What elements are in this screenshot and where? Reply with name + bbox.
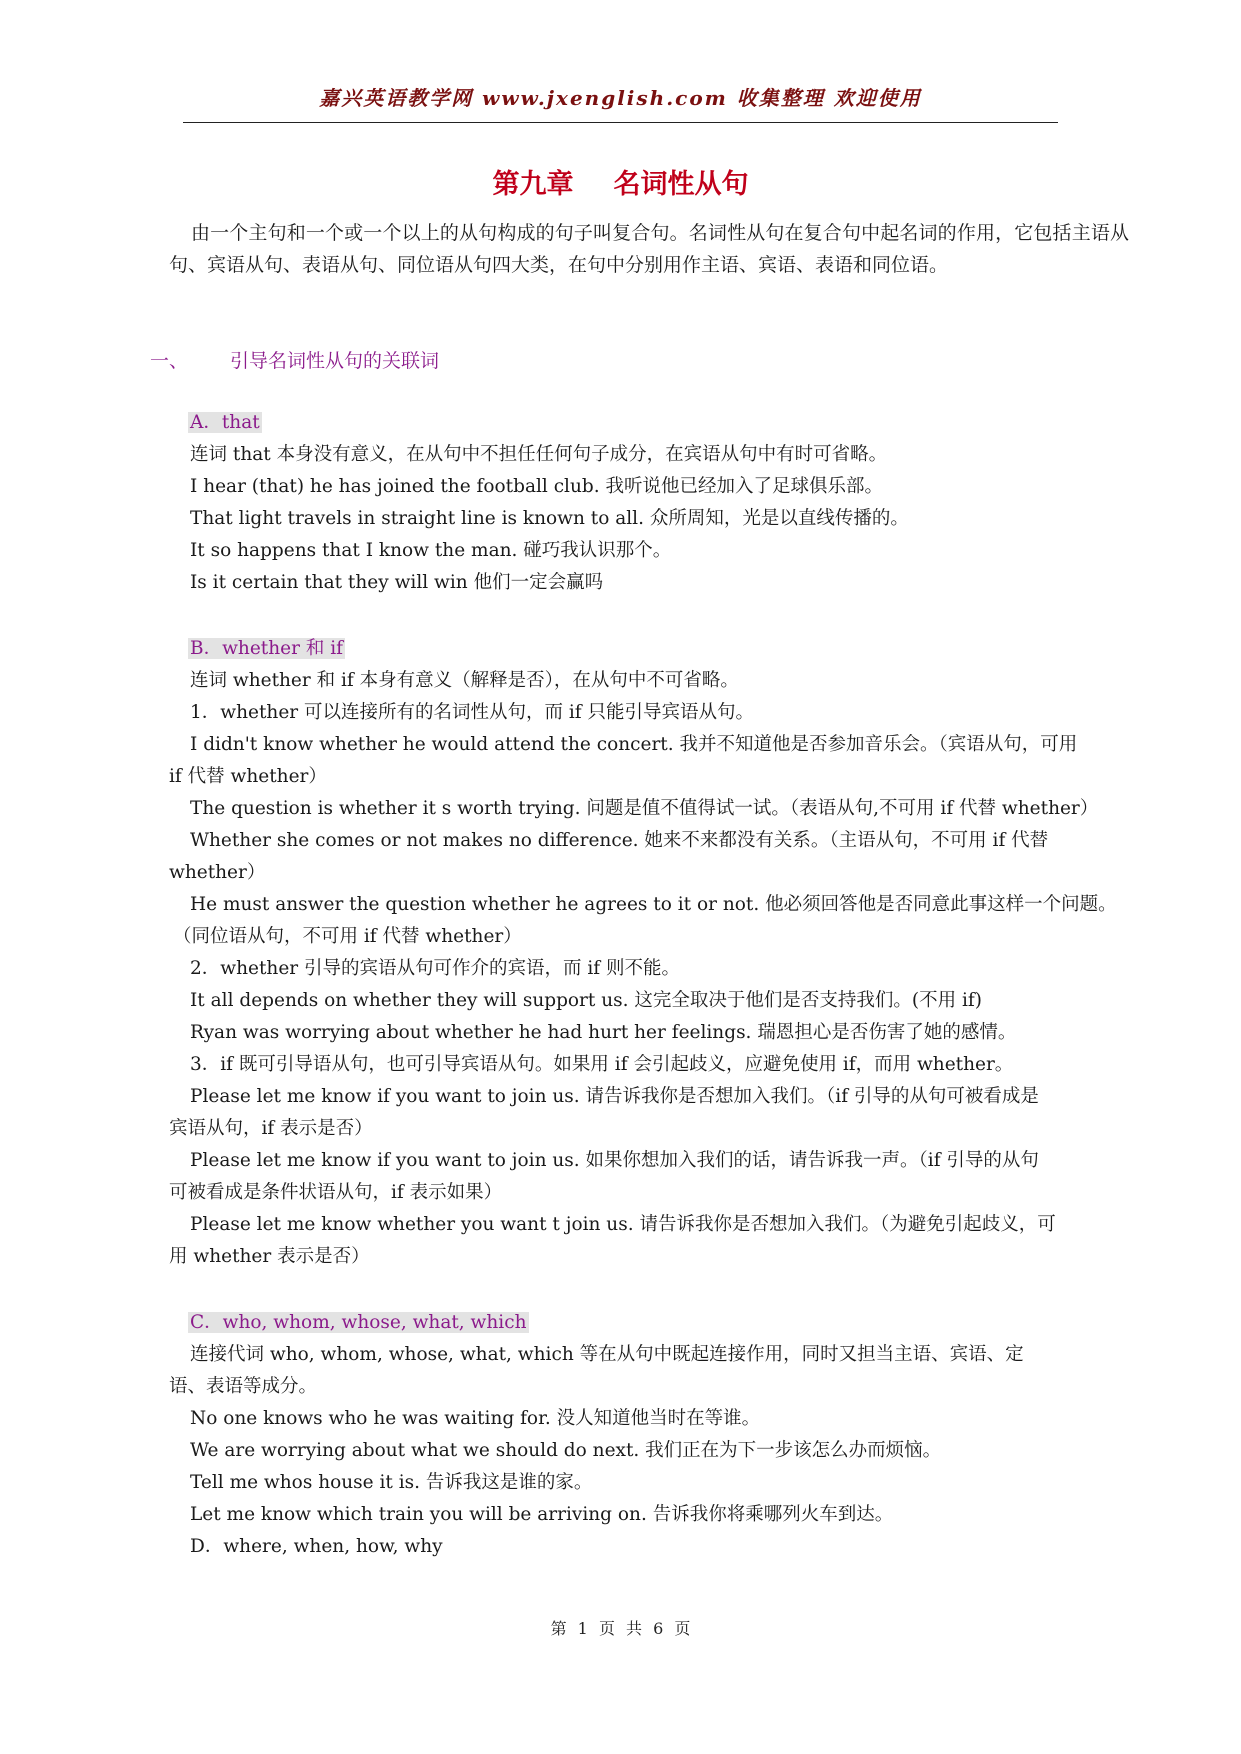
body-line: 用 whether 表示是否）	[169, 1246, 370, 1267]
subsection-heading-c: C．who, whom, whose, what, which	[190, 1312, 527, 1333]
body-line: I didn't know whether he would attend the concert. 我并不知道他是否参加音乐会。（宾语从句，可用	[190, 734, 1078, 755]
page-header: 嘉兴英语教学网 www.jxenglish.com 收集整理 欢迎使用	[319, 86, 922, 110]
body-line: 2．whether 引导的宾语从句可作介的宾语，而 if 则不能。	[190, 958, 681, 979]
body-line: Is it certain that they will win 他们一定会赢吗	[190, 572, 604, 593]
body-line: Tell me whos house it is. 告诉我这是谁的家。	[190, 1472, 593, 1493]
intro-paragraph: 由一个主句和一个或一个以上的从句构成的句子叫复合句。名词性从句在复合句中起名词的作用，它包括主语从句、宾语从句、表语从句、同位语从句四大类，在句中分别用作主语、宾语、表语和同位语。	[169, 222, 1129, 276]
body-line: 连词 whether 和 if 本身有意义（解释是否），在从句中不可省略。	[190, 670, 739, 691]
section-heading	[150, 346, 439, 373]
body-line: That light travels in straight line is known to all. 众所周知，光是以直线传播的。	[190, 508, 909, 529]
subsection-heading-a: A．that	[190, 412, 260, 433]
chapter-name: 名词性从句	[613, 169, 749, 200]
body-line: 1．whether 可以连接所有的名词性从句，而 if 只能引导宾语从句。	[190, 702, 755, 723]
body-line: No one knows who he was waiting for. 没人知道他当时在等谁。	[190, 1408, 761, 1429]
body-line: Please let me know if you want to join us. 请告诉我你是否想加入我们。（if 引导的从句可被看成是	[190, 1086, 1039, 1107]
chapter-title	[183, 162, 1058, 201]
body-line: （同位语从句，不可用 if 代替 whether）	[173, 926, 522, 947]
subsection-heading-b: B．whether 和 if	[190, 638, 343, 659]
body-line: 宾语从句，if 表示是否）	[169, 1118, 373, 1139]
chapter-number: 第九章	[492, 169, 574, 200]
body-line: The question is whether it s worth trying. 问题是值不值得试一试。（表语从句,不可用 if 代替 whether）	[190, 798, 1099, 819]
body-line: It all depends on whether they will support us. 这完全取决于他们是否支持我们。(不用 if)	[190, 990, 982, 1011]
body-line: We are worrying about what we should do next. 我们正在为下一步该怎么办而烦恼。	[190, 1440, 942, 1461]
body-line: He must answer the question whether he agrees to it or not. 他必须回答他是否同意此事这样一个问题。	[190, 894, 1117, 915]
body-line: Please let me know if you want to join us. 如果你想加入我们的话，请告诉我一声。（if 引导的从句	[190, 1150, 1039, 1171]
body-line: Ryan was worrying about whether he had hurt her feelings. 瑞恩担心是否伤害了她的感情。	[190, 1022, 1017, 1043]
body-line: 3．if 既可引导语从句，也可引导宾语从句。如果用 if 会引起歧义，应避免使用 if，而用 whether。	[190, 1054, 1014, 1075]
section-number: 一、	[150, 350, 189, 372]
page-footer: 第 1 页 共 6 页	[550, 1619, 691, 1638]
body-line: 可被看成是条件状语从句，if 表示如果）	[169, 1182, 503, 1203]
body-line: whether）	[169, 862, 266, 883]
body-line: 连接代词 who, whom, whose, what, which 等在从句中既起连接作用，同时又担当主语、宾语、定	[190, 1344, 1024, 1365]
body-line: Please let me know whether you want t join us. 请告诉我你是否想加入我们。（为避免引起歧义，可	[190, 1214, 1056, 1235]
header-divider	[183, 122, 1058, 123]
body-line: Whether she comes or not makes no difference. 她来不来都没有关系。（主语从句，不可用 if 代替	[190, 830, 1049, 851]
body-line: Let me know which train you will be arriving on. 告诉我你将乘哪列火车到达。	[190, 1504, 894, 1525]
body-line: 连词 that 本身没有意义，在从句中不担任任何句子成分，在宾语从句中有时可省略。	[190, 444, 888, 465]
subsection-heading-d: D．where, when, how, why	[190, 1536, 443, 1557]
section-title: 引导名词性从句的关联词	[230, 350, 440, 372]
body-line: I hear (that) he has joined the football club. 我听说他已经加入了足球俱乐部。	[190, 476, 883, 497]
body-line: if 代替 whether）	[169, 766, 327, 787]
body-line: 语、表语等成分。	[169, 1376, 318, 1397]
body-line: It so happens that I know the man. 碰巧我认识那个。	[190, 540, 672, 561]
